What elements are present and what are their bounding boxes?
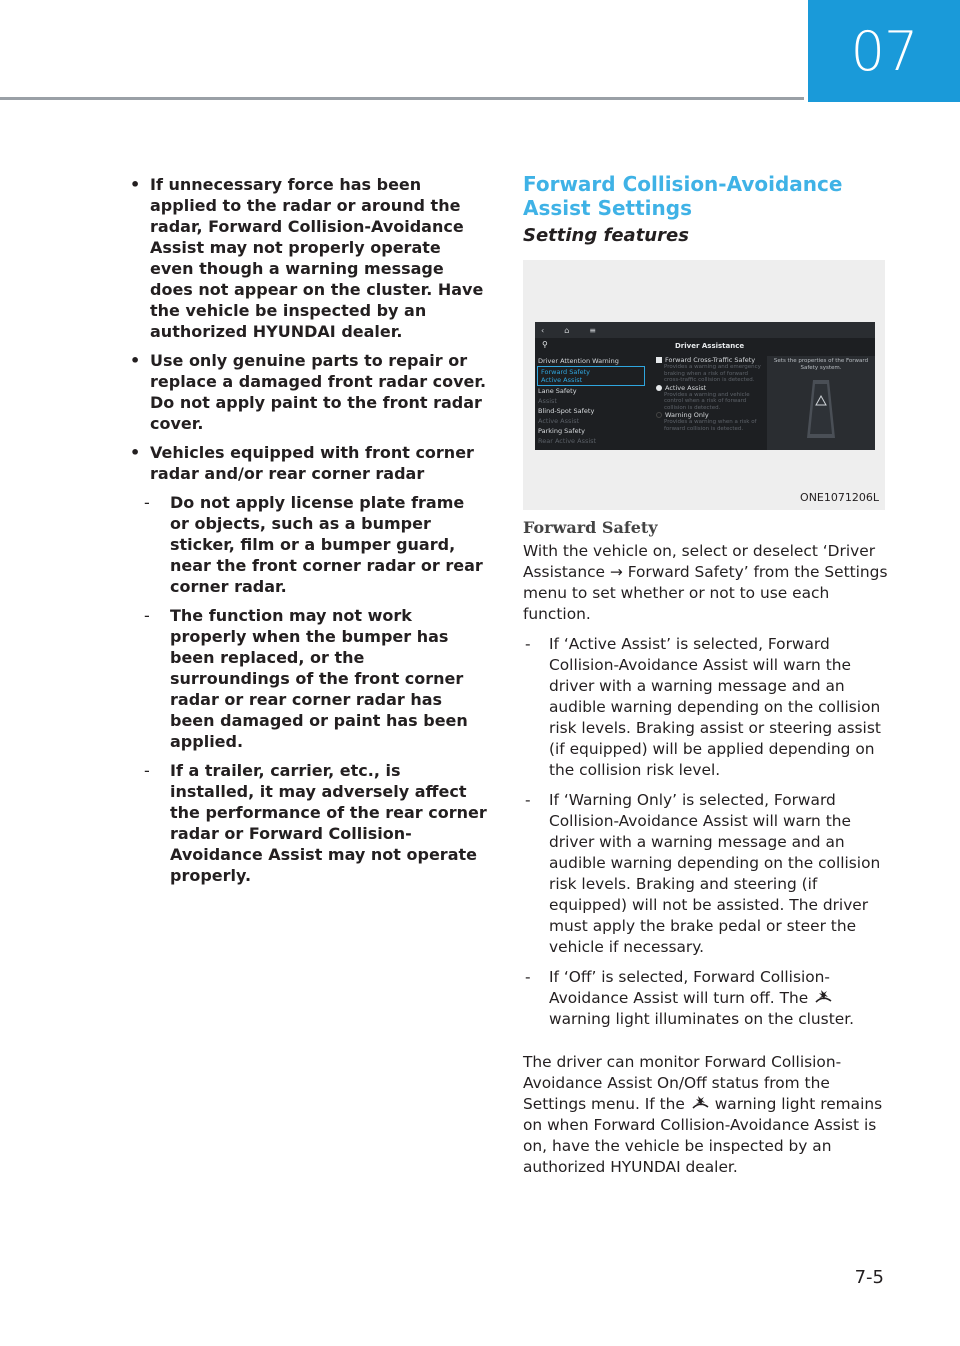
infotainment-screen <box>535 322 875 450</box>
sub-bullet-item: - If a trailer, carrier, etc., is installed, it may adversely affect the performance of the rear corner radar or Forward Collision-Avoidance Assist may not operate properly. <box>144 761 487 885</box>
radio-icon <box>656 412 662 418</box>
settings-screen-figure <box>523 260 885 510</box>
menu-item: Blind-Spot Safety <box>538 407 595 415</box>
option-radio: Warning Only <box>652 411 762 419</box>
screen-top-bar <box>535 322 875 338</box>
bullet-dot-icon: • <box>130 443 141 462</box>
bullet-dot-icon: • <box>130 175 141 194</box>
forward-safety-heading: Forward Safety <box>523 518 658 537</box>
bullet-item: • If unnecessary force has been applied to the radar or around the radar, Forward Collision-Avoidance Assist may not properly operate even though a warning message does not appear on the cluster. Have the vehicle be inspected by an authorized HYUNDAI dealer. <box>130 175 484 341</box>
bullet-item: • Vehicles equipped with front corner radar and/or rear corner radar <box>130 443 474 483</box>
menu-item: Parking Safety <box>538 427 585 435</box>
closing-paragraph: The driver can monitor Forward Collision-Avoidance Assist On/Off status from the Settings menu. If the warning light remains on when Forward Collision-Avoidance Assist is on, have the vehicle be inspected by an authorized HYUNDAI dealer. <box>523 1053 883 1176</box>
dash-icon: - <box>144 493 150 512</box>
menu-item: Lane Safety <box>538 387 577 395</box>
sub-bullet-item: - The function may not work properly when the bumper has been replaced, or the surroundings of the front corner radar or rear corner radar has been damaged or paint has been applied. <box>144 606 468 751</box>
home-icon: ⌂ <box>564 325 570 335</box>
radio-icon <box>656 385 662 391</box>
menu-item-sub: Active Assist <box>538 417 580 425</box>
dash-item: - If ‘Off’ is selected, Forward Collision-Avoidance Assist will turn off. The warning light illuminates on the cluster. <box>525 968 855 1028</box>
page-number: 7-5 <box>854 1267 884 1288</box>
screen-menu <box>535 356 647 446</box>
bullet-dot-icon: • <box>130 351 141 370</box>
bullet-item: • Use only genuine parts to repair or replace a damaged front radar cover. Do not apply paint to the front radar cover. <box>130 351 487 433</box>
dash-icon: - <box>144 761 150 780</box>
car-top-view-icon <box>799 374 843 444</box>
header-rule <box>0 97 804 100</box>
section-title: Forward Collision-Avoidance Assist Settings <box>523 172 843 220</box>
search-icon: ⚲ <box>542 340 548 349</box>
checkbox-icon <box>656 357 662 363</box>
dash-item: - If ‘Active Assist’ is selected, Forward Collision-Avoidance Assist will warn the driver with a warning message and an audible warning depending on the collision risk levels. Braking assist or steering assist (if equipped) will be applied depending on the collision risk level. <box>525 635 881 779</box>
dash-icon: - <box>525 791 531 809</box>
sub-bullet-item: - Do not apply license plate frame or objects, such as a bumper sticker, film or a bumper guard, near the front corner radar or rear corner radar. <box>144 493 483 596</box>
screen-options <box>652 356 762 432</box>
menu-icon: ≡ <box>589 325 596 335</box>
info-panel <box>767 356 875 450</box>
option-checkbox: Forward Cross-Traffic Safety <box>652 356 762 364</box>
fca-warning-light-icon <box>690 1094 710 1112</box>
dash-icon: - <box>525 968 531 986</box>
chapter-number: 07 <box>850 19 918 83</box>
screen-header <box>535 338 875 354</box>
option-desc: Provides a warning and emergency braking when a risk of forward cross-traffic collision is detected. <box>664 364 761 383</box>
option-desc: Provides a warning and vehicle control when a risk of forward collision is detected. <box>664 391 750 411</box>
dash-icon: - <box>144 606 150 625</box>
fca-warning-light-icon <box>813 988 833 1006</box>
info-text: Sets the properties of the Forward Safety system. <box>773 358 869 371</box>
option-desc: Provides a warning when a risk of forward collision is detected. <box>664 419 757 432</box>
chapter-tab <box>808 0 960 102</box>
left-column <box>128 174 488 894</box>
screen-title: Driver Assistance <box>675 342 745 350</box>
menu-item: Driver Attention Warning <box>538 357 619 365</box>
menu-item-sub: Assist <box>538 397 557 405</box>
dash-item: - If ‘Warning Only’ is selected, Forward Collision-Avoidance Assist will warn the driver with a warning message and an audible warning depending on the collision risk levels. Braking and steering (if equipped) will not be assisted. The driver must apply the brake pedal or steer the vehicle if necessary. <box>525 791 881 956</box>
intro-paragraph: With the vehicle on, select or deselect ‘Driver Assistance → Forward Safety’ from the Settings menu to set whether or not to use each function. <box>523 542 888 623</box>
right-column <box>523 172 888 1178</box>
section-subtitle: Setting features <box>523 225 689 246</box>
dash-icon: - <box>525 635 531 653</box>
menu-item-selected: Forward Safety Active Assist <box>537 366 645 386</box>
back-icon: ‹ <box>541 325 545 335</box>
figure-code: ONE1071206L <box>800 491 879 504</box>
menu-item-sub: Rear Active Assist <box>538 437 597 445</box>
option-radio: Active Assist <box>652 384 762 392</box>
